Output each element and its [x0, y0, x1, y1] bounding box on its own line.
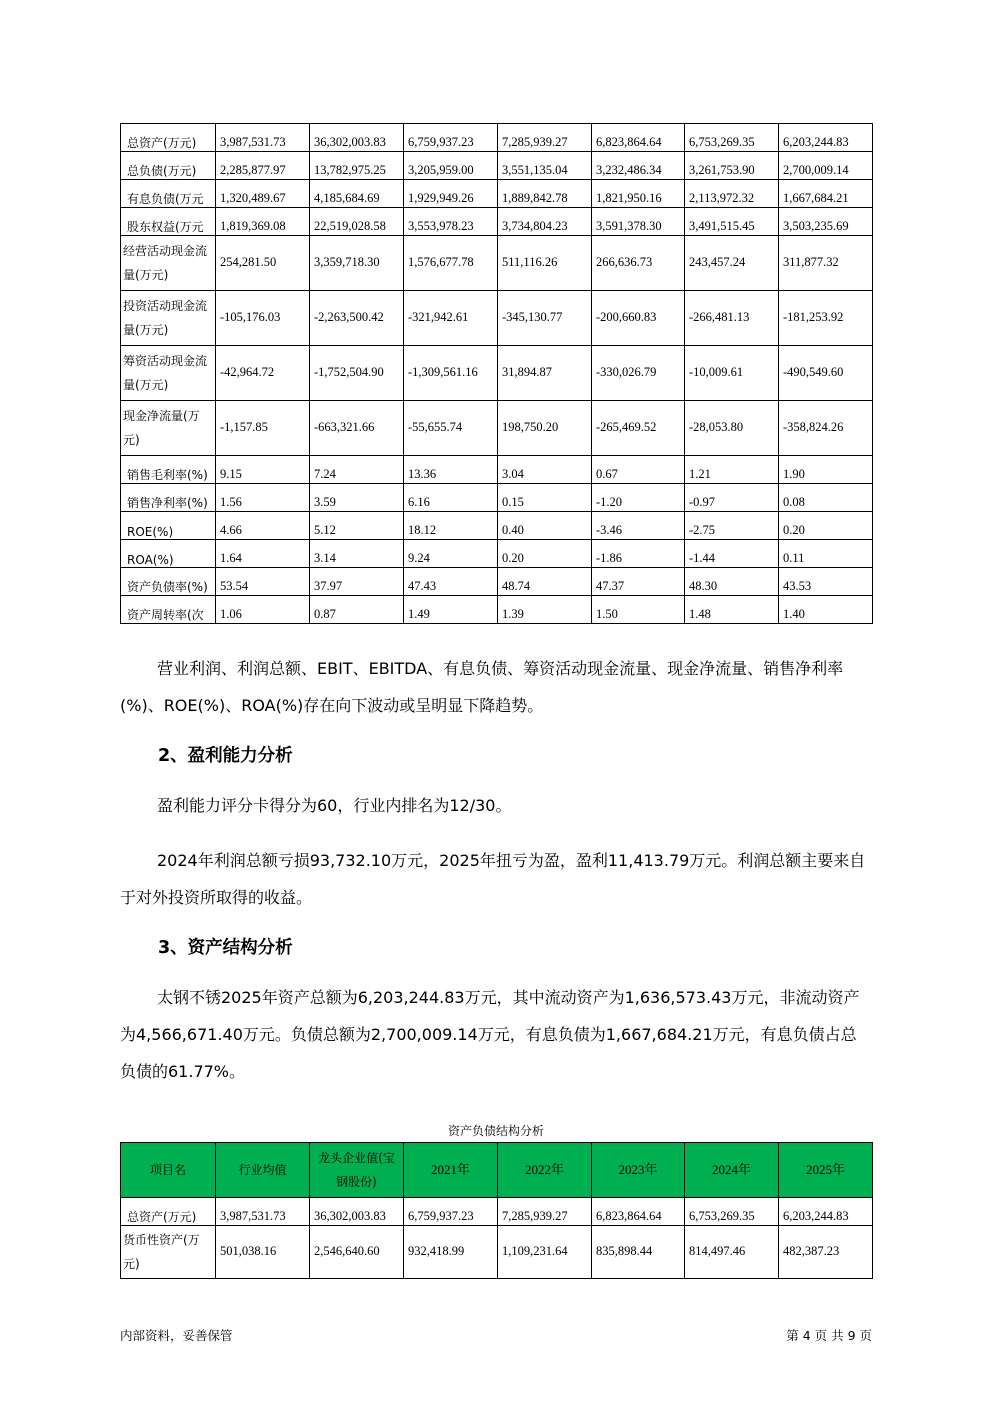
cell-2024: 243,457.24 [685, 236, 779, 291]
cell-2024: -0.97 [685, 484, 779, 512]
row-label: 总负债(万元) [121, 152, 216, 180]
cell-industry-avg: -42,964.72 [216, 346, 310, 401]
cell-2022: 7,285,939.27 [498, 1198, 592, 1226]
cell-2025: 311,877.32 [779, 236, 873, 291]
column-header: 2024年 [685, 1143, 779, 1198]
cell-2023: 47.37 [592, 568, 685, 596]
cell-2021: 6.16 [404, 484, 498, 512]
cell-2023: 6,823,864.64 [592, 124, 685, 152]
table-row [121, 484, 873, 512]
cell-2021: 6,759,937.23 [404, 124, 498, 152]
table-row [121, 208, 873, 236]
cell-2022: 3,551,135.04 [498, 152, 592, 180]
cell-2025: 1.90 [779, 456, 873, 484]
column-header: 2023年 [592, 1143, 685, 1198]
cell-leader: 0.87 [310, 596, 404, 624]
cell-industry-avg: 3,987,531.73 [216, 1198, 310, 1226]
cell-2021: 6,759,937.23 [404, 1198, 498, 1226]
balance-structure-table [120, 1142, 873, 1279]
cell-2025: 0.08 [779, 484, 873, 512]
row-label: ROA(%) [121, 540, 216, 568]
cell-2022: 1.39 [498, 596, 592, 624]
cell-leader: 7.24 [310, 456, 404, 484]
section-heading-asset-structure: 3、资产结构分析 [158, 938, 293, 958]
cell-2025: 1,667,684.21 [779, 180, 873, 208]
footer-page-number: 第 4 页 共 9 页 [786, 1328, 872, 1343]
cell-2023: 1,821,950.16 [592, 180, 685, 208]
cell-2024: 814,497.46 [685, 1226, 779, 1279]
cell-2025: 482,387.23 [779, 1226, 873, 1279]
cell-industry-avg: 2,285,877.97 [216, 152, 310, 180]
cell-2025: 43.53 [779, 568, 873, 596]
cell-2023: -265,469.52 [592, 401, 685, 456]
cell-industry-avg: 4.66 [216, 512, 310, 540]
cell-2021: 18.12 [404, 512, 498, 540]
table-row [121, 236, 873, 291]
cell-2023: -3.46 [592, 512, 685, 540]
cell-2025: -490,549.60 [779, 346, 873, 401]
table-header-row [121, 1143, 873, 1198]
cell-2021: 3,205,959.00 [404, 152, 498, 180]
table-row [121, 1198, 873, 1226]
cell-leader: 36,302,003.83 [310, 1198, 404, 1226]
cell-2024: -10,009.61 [685, 346, 779, 401]
cell-2022: 3.04 [498, 456, 592, 484]
cell-2022: 0.20 [498, 540, 592, 568]
cell-industry-avg: -105,176.03 [216, 291, 310, 346]
row-label: 投资活动现金流量(万元) [121, 291, 216, 346]
cell-leader: 22,519,028.58 [310, 208, 404, 236]
financial-indicators-table [120, 123, 873, 624]
cell-2023: 3,232,486.34 [592, 152, 685, 180]
table-row [121, 512, 873, 540]
cell-2024: 2,113,972.32 [685, 180, 779, 208]
table-row [121, 124, 873, 152]
table-row [121, 401, 873, 456]
cell-leader: 3,359,718.30 [310, 236, 404, 291]
cell-2024: 48.30 [685, 568, 779, 596]
cell-2022: 198,750.20 [498, 401, 592, 456]
row-label: 资产负债率(%) [121, 568, 216, 596]
cell-industry-avg: 1.06 [216, 596, 310, 624]
cell-2024: 3,491,515.45 [685, 208, 779, 236]
table-row [121, 596, 873, 624]
cell-2023: 835,898.44 [592, 1226, 685, 1279]
table-row [121, 291, 873, 346]
row-label: 货币性资产(万元) [121, 1226, 216, 1279]
cell-2022: 511,116.26 [498, 236, 592, 291]
cell-2024: 3,261,753.90 [685, 152, 779, 180]
table-row [121, 568, 873, 596]
column-header: 龙头企业值(宝钢股份) [310, 1143, 404, 1198]
cell-2021: 9.24 [404, 540, 498, 568]
footer-confidential-note: 内部资料，妥善保管 [120, 1328, 233, 1343]
cell-2022: 0.15 [498, 484, 592, 512]
cell-industry-avg: 501,038.16 [216, 1226, 310, 1279]
cell-leader: 37.97 [310, 568, 404, 596]
cell-2023: 0.67 [592, 456, 685, 484]
column-header: 行业均值 [216, 1143, 310, 1198]
profit-paragraph: 2024年利润总额亏损93,732.10万元，2025年扭亏为盈，盈利11,413.79万元。利润总额主要来自于对外投资所取得的收益。 [120, 851, 866, 907]
cell-2023: 1.50 [592, 596, 685, 624]
cell-industry-avg: 1.56 [216, 484, 310, 512]
column-header: 项目名 [121, 1143, 216, 1198]
table-row [121, 456, 873, 484]
cell-2024: -266,481.13 [685, 291, 779, 346]
cell-2021: -1,309,561.16 [404, 346, 498, 401]
cell-2023: -200,660.83 [592, 291, 685, 346]
row-label: 筹资活动现金流量(万元) [121, 346, 216, 401]
cell-leader: 5.12 [310, 512, 404, 540]
row-label: 销售净利率(%) [121, 484, 216, 512]
asset-structure-paragraph: 太钢不锈2025年资产总额为6,203,244.83万元，其中流动资产为1,636,573.43万元，非流动资产为4,566,671.40万元。负债总额为2,700,009.14万元，有息负债为1,667,684.21万元，有息负债占总负债的61.77%。 [120, 988, 860, 1081]
cell-2022: -345,130.77 [498, 291, 592, 346]
cell-2025: 1.40 [779, 596, 873, 624]
cell-2023: 3,591,378.30 [592, 208, 685, 236]
cell-2025: -358,824.26 [779, 401, 873, 456]
row-label: 经营活动现金流量(万元) [121, 236, 216, 291]
cell-2021: 932,418.99 [404, 1226, 498, 1279]
cell-industry-avg: 53.54 [216, 568, 310, 596]
cell-leader: 13,782,975.25 [310, 152, 404, 180]
cell-2025: 2,700,009.14 [779, 152, 873, 180]
cell-leader: 36,302,003.83 [310, 124, 404, 152]
cell-2024: 1.21 [685, 456, 779, 484]
cell-2025: 3,503,235.69 [779, 208, 873, 236]
cell-2022: 3,734,804.23 [498, 208, 592, 236]
column-header: 2022年 [498, 1143, 592, 1198]
cell-2024: 1.48 [685, 596, 779, 624]
cell-2024: -1.44 [685, 540, 779, 568]
cell-leader: -2,263,500.42 [310, 291, 404, 346]
row-label: 销售毛利率(%) [121, 456, 216, 484]
row-label: ROE(%) [121, 512, 216, 540]
cell-2023: 6,823,864.64 [592, 1198, 685, 1226]
cell-2025: -181,253.92 [779, 291, 873, 346]
cell-leader: 2,546,640.60 [310, 1226, 404, 1279]
row-label: 有息负债(万元 [121, 180, 216, 208]
cell-2022: 7,285,939.27 [498, 124, 592, 152]
cell-2021: 1,929,949.26 [404, 180, 498, 208]
cell-2022: 0.40 [498, 512, 592, 540]
cell-2024: -28,053.80 [685, 401, 779, 456]
cell-industry-avg: 1,819,369.08 [216, 208, 310, 236]
cell-industry-avg: 9.15 [216, 456, 310, 484]
cell-industry-avg: 1.64 [216, 540, 310, 568]
cell-2022: 48.74 [498, 568, 592, 596]
cell-2025: 0.20 [779, 512, 873, 540]
cell-2024: -2.75 [685, 512, 779, 540]
cell-2021: -321,942.61 [404, 291, 498, 346]
cell-industry-avg: 1,320,489.67 [216, 180, 310, 208]
table-row [121, 180, 873, 208]
cell-2021: 3,553,978.23 [404, 208, 498, 236]
cell-2022: 1,889,842.78 [498, 180, 592, 208]
cell-2021: -55,655.74 [404, 401, 498, 456]
row-label: 资产周转率(次 [121, 596, 216, 624]
cell-2024: 6,753,269.35 [685, 1198, 779, 1226]
cell-2021: 13.36 [404, 456, 498, 484]
cell-2023: 266,636.73 [592, 236, 685, 291]
table-row [121, 540, 873, 568]
cell-2023: -330,026.79 [592, 346, 685, 401]
table-row [121, 346, 873, 401]
cell-2024: 6,753,269.35 [685, 124, 779, 152]
row-label: 股东权益(万元 [121, 208, 216, 236]
cell-2021: 1,576,677.78 [404, 236, 498, 291]
table-caption: 资产负债结构分析 [447, 1124, 544, 1138]
trend-summary-paragraph: 营业利润、利润总额、EBIT、EBITDA、有息负债、筹资活动现金流量、现金净流量、销售净利率(%)、ROE(%)、ROA(%)存在向下波动或呈明显下降趋势。 [120, 659, 844, 715]
cell-industry-avg: 3,987,531.73 [216, 124, 310, 152]
row-label: 总资产(万元) [121, 124, 216, 152]
row-label: 总资产(万元) [121, 1198, 216, 1226]
cell-2025: 6,203,244.83 [779, 1198, 873, 1226]
cell-2025: 0.11 [779, 540, 873, 568]
table-row [121, 1226, 873, 1279]
column-header: 2025年 [779, 1143, 873, 1198]
cell-leader: -1,752,504.90 [310, 346, 404, 401]
cell-leader: -663,321.66 [310, 401, 404, 456]
cell-leader: 4,185,684.69 [310, 180, 404, 208]
cell-2021: 1.49 [404, 596, 498, 624]
cell-2022: 1,109,231.64 [498, 1226, 592, 1279]
cell-2022: 31,894.87 [498, 346, 592, 401]
cell-2023: -1.20 [592, 484, 685, 512]
cell-industry-avg: -1,157.85 [216, 401, 310, 456]
row-label: 现金净流量(万元) [121, 401, 216, 456]
cell-2023: -1.86 [592, 540, 685, 568]
section-heading-profitability: 2、盈利能力分析 [158, 746, 293, 766]
profitability-score-paragraph: 盈利能力评分卡得分为60，行业内排名为12/30。 [157, 796, 512, 815]
cell-leader: 3.59 [310, 484, 404, 512]
cell-2021: 47.43 [404, 568, 498, 596]
table-row [121, 152, 873, 180]
column-header: 2021年 [404, 1143, 498, 1198]
cell-2025: 6,203,244.83 [779, 124, 873, 152]
cell-industry-avg: 254,281.50 [216, 236, 310, 291]
cell-leader: 3.14 [310, 540, 404, 568]
